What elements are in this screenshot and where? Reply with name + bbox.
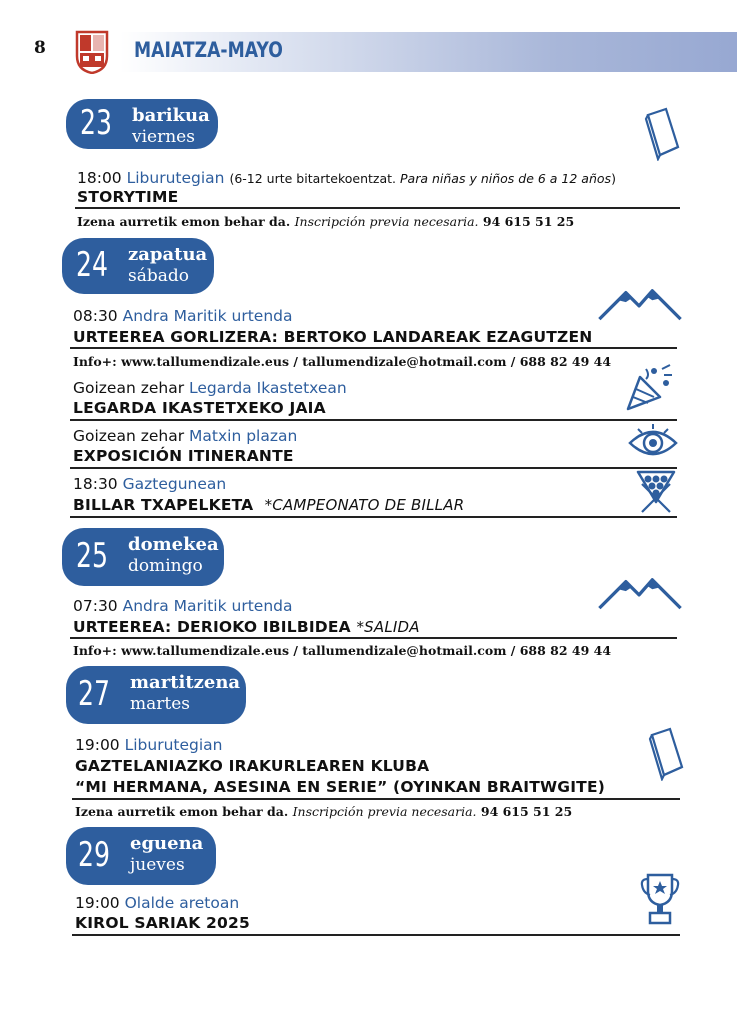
mountain-icon <box>596 576 684 610</box>
day-number: 27 <box>78 674 111 714</box>
page-title: MAIATZA-MAYO <box>134 38 283 62</box>
event-place: Legarda Ikastetxean <box>189 379 347 397</box>
divider <box>75 207 680 209</box>
day-name-es: martes <box>130 694 190 714</box>
event-line <box>73 306 292 326</box>
event-time: 19:00 <box>75 736 120 754</box>
divider <box>70 419 677 421</box>
divider <box>70 516 677 518</box>
event-info: Izena aurretik emon behar da. Inscripción previa necesaria. 94 615 51 25 <box>77 214 575 229</box>
event-line <box>73 378 347 398</box>
day-number: 29 <box>78 835 111 875</box>
day-number: 23 <box>80 103 113 143</box>
event-info: Izena aurretik emon behar da. Inscripción previa necesaria. 94 615 51 25 <box>75 804 573 819</box>
event-time: 19:00 <box>75 894 120 912</box>
day-number: 25 <box>76 536 109 576</box>
event-place: Olalde aretoan <box>124 894 240 912</box>
day-badge <box>66 666 246 724</box>
event-title: GAZTELANIAZKO IRAKURLEAREN KLUBA <box>75 757 430 775</box>
event-title: STORYTIME <box>77 188 179 206</box>
day-name-es: jueves <box>130 855 185 875</box>
event-line <box>75 735 223 755</box>
event-time: 07:30 <box>73 597 118 615</box>
event-time: Goizean zehar <box>73 427 185 445</box>
eye-icon <box>628 423 678 463</box>
event-title-line2: “MI HERMANA, ASESINA EN SERIE” (OYINKAN BRAITWGITE) <box>75 778 606 796</box>
divider <box>72 798 680 800</box>
day-badge <box>66 827 216 885</box>
event-info: Info+: www.tallumendizale.eus / tallumendizale@hotmail.com / 688 82 49 44 <box>73 643 612 658</box>
day-badge <box>66 99 218 149</box>
day-name-eu: eguena <box>130 833 204 854</box>
day-name-es: viernes <box>132 127 195 147</box>
day-name-eu: zapatua <box>128 244 208 265</box>
event-title: LEGARDA IKASTETXEKO JAIA <box>73 399 326 417</box>
event-line <box>77 168 616 189</box>
book-icon <box>642 107 682 161</box>
day-name-es: sábado <box>128 266 189 286</box>
day-name-eu: martitzena <box>130 672 241 693</box>
event-info: Info+: www.tallumendizale.eus / tallumendizale@hotmail.com / 688 82 49 44 <box>73 354 612 369</box>
page-number: 8 <box>34 38 46 58</box>
event-title: URTEEREA GORLIZERA: BERTOKO LANDAREAK EZAGUTZEN <box>73 328 593 346</box>
day-badge <box>62 528 224 586</box>
event-place: Andra Maritik urtenda <box>122 597 293 615</box>
day-badge <box>62 238 214 294</box>
book-icon <box>646 727 686 781</box>
event-place: Liburutegian <box>124 736 223 754</box>
day-name-es: domingo <box>128 556 203 576</box>
event-time: 18:30 <box>73 475 118 493</box>
event-line <box>73 426 297 446</box>
event-time: 08:30 <box>73 307 118 325</box>
event-line <box>73 596 292 616</box>
event-note: (6-12 urte bitartekoentzat. Para niñas y niños de 6 a 12 años) <box>229 171 616 186</box>
event-place: Andra Maritik urtenda <box>122 307 293 325</box>
event-title: EXPOSICIÓN ITINERANTE <box>73 447 294 465</box>
day-name-eu: barikua <box>132 105 210 126</box>
event-place: Matxin plazan <box>189 427 298 445</box>
event-place: Liburutegian <box>126 169 225 187</box>
divider <box>72 934 680 936</box>
billiard-rack-icon <box>636 470 676 514</box>
event-line <box>73 474 226 494</box>
event-title: URTEEREA: DERIOKO IBILBIDEA *SALIDA <box>73 618 420 636</box>
divider <box>70 467 677 469</box>
party-popper-icon <box>624 363 674 413</box>
divider <box>70 637 677 639</box>
event-title: KIROL SARIAK 2025 <box>75 914 250 932</box>
divider <box>70 347 677 349</box>
event-title: BILLAR TXAPELKETA *CAMPEONATO DE BILLAR <box>73 496 465 514</box>
day-name-eu: domekea <box>128 534 219 555</box>
trophy-icon <box>640 873 680 927</box>
event-time: 18:00 <box>77 169 122 187</box>
day-number: 24 <box>76 245 109 285</box>
mountain-icon <box>596 287 684 321</box>
event-line <box>75 893 239 913</box>
town-crest-icon <box>75 30 109 74</box>
event-time: Goizean zehar <box>73 379 185 397</box>
event-place: Gaztegunean <box>122 475 227 493</box>
